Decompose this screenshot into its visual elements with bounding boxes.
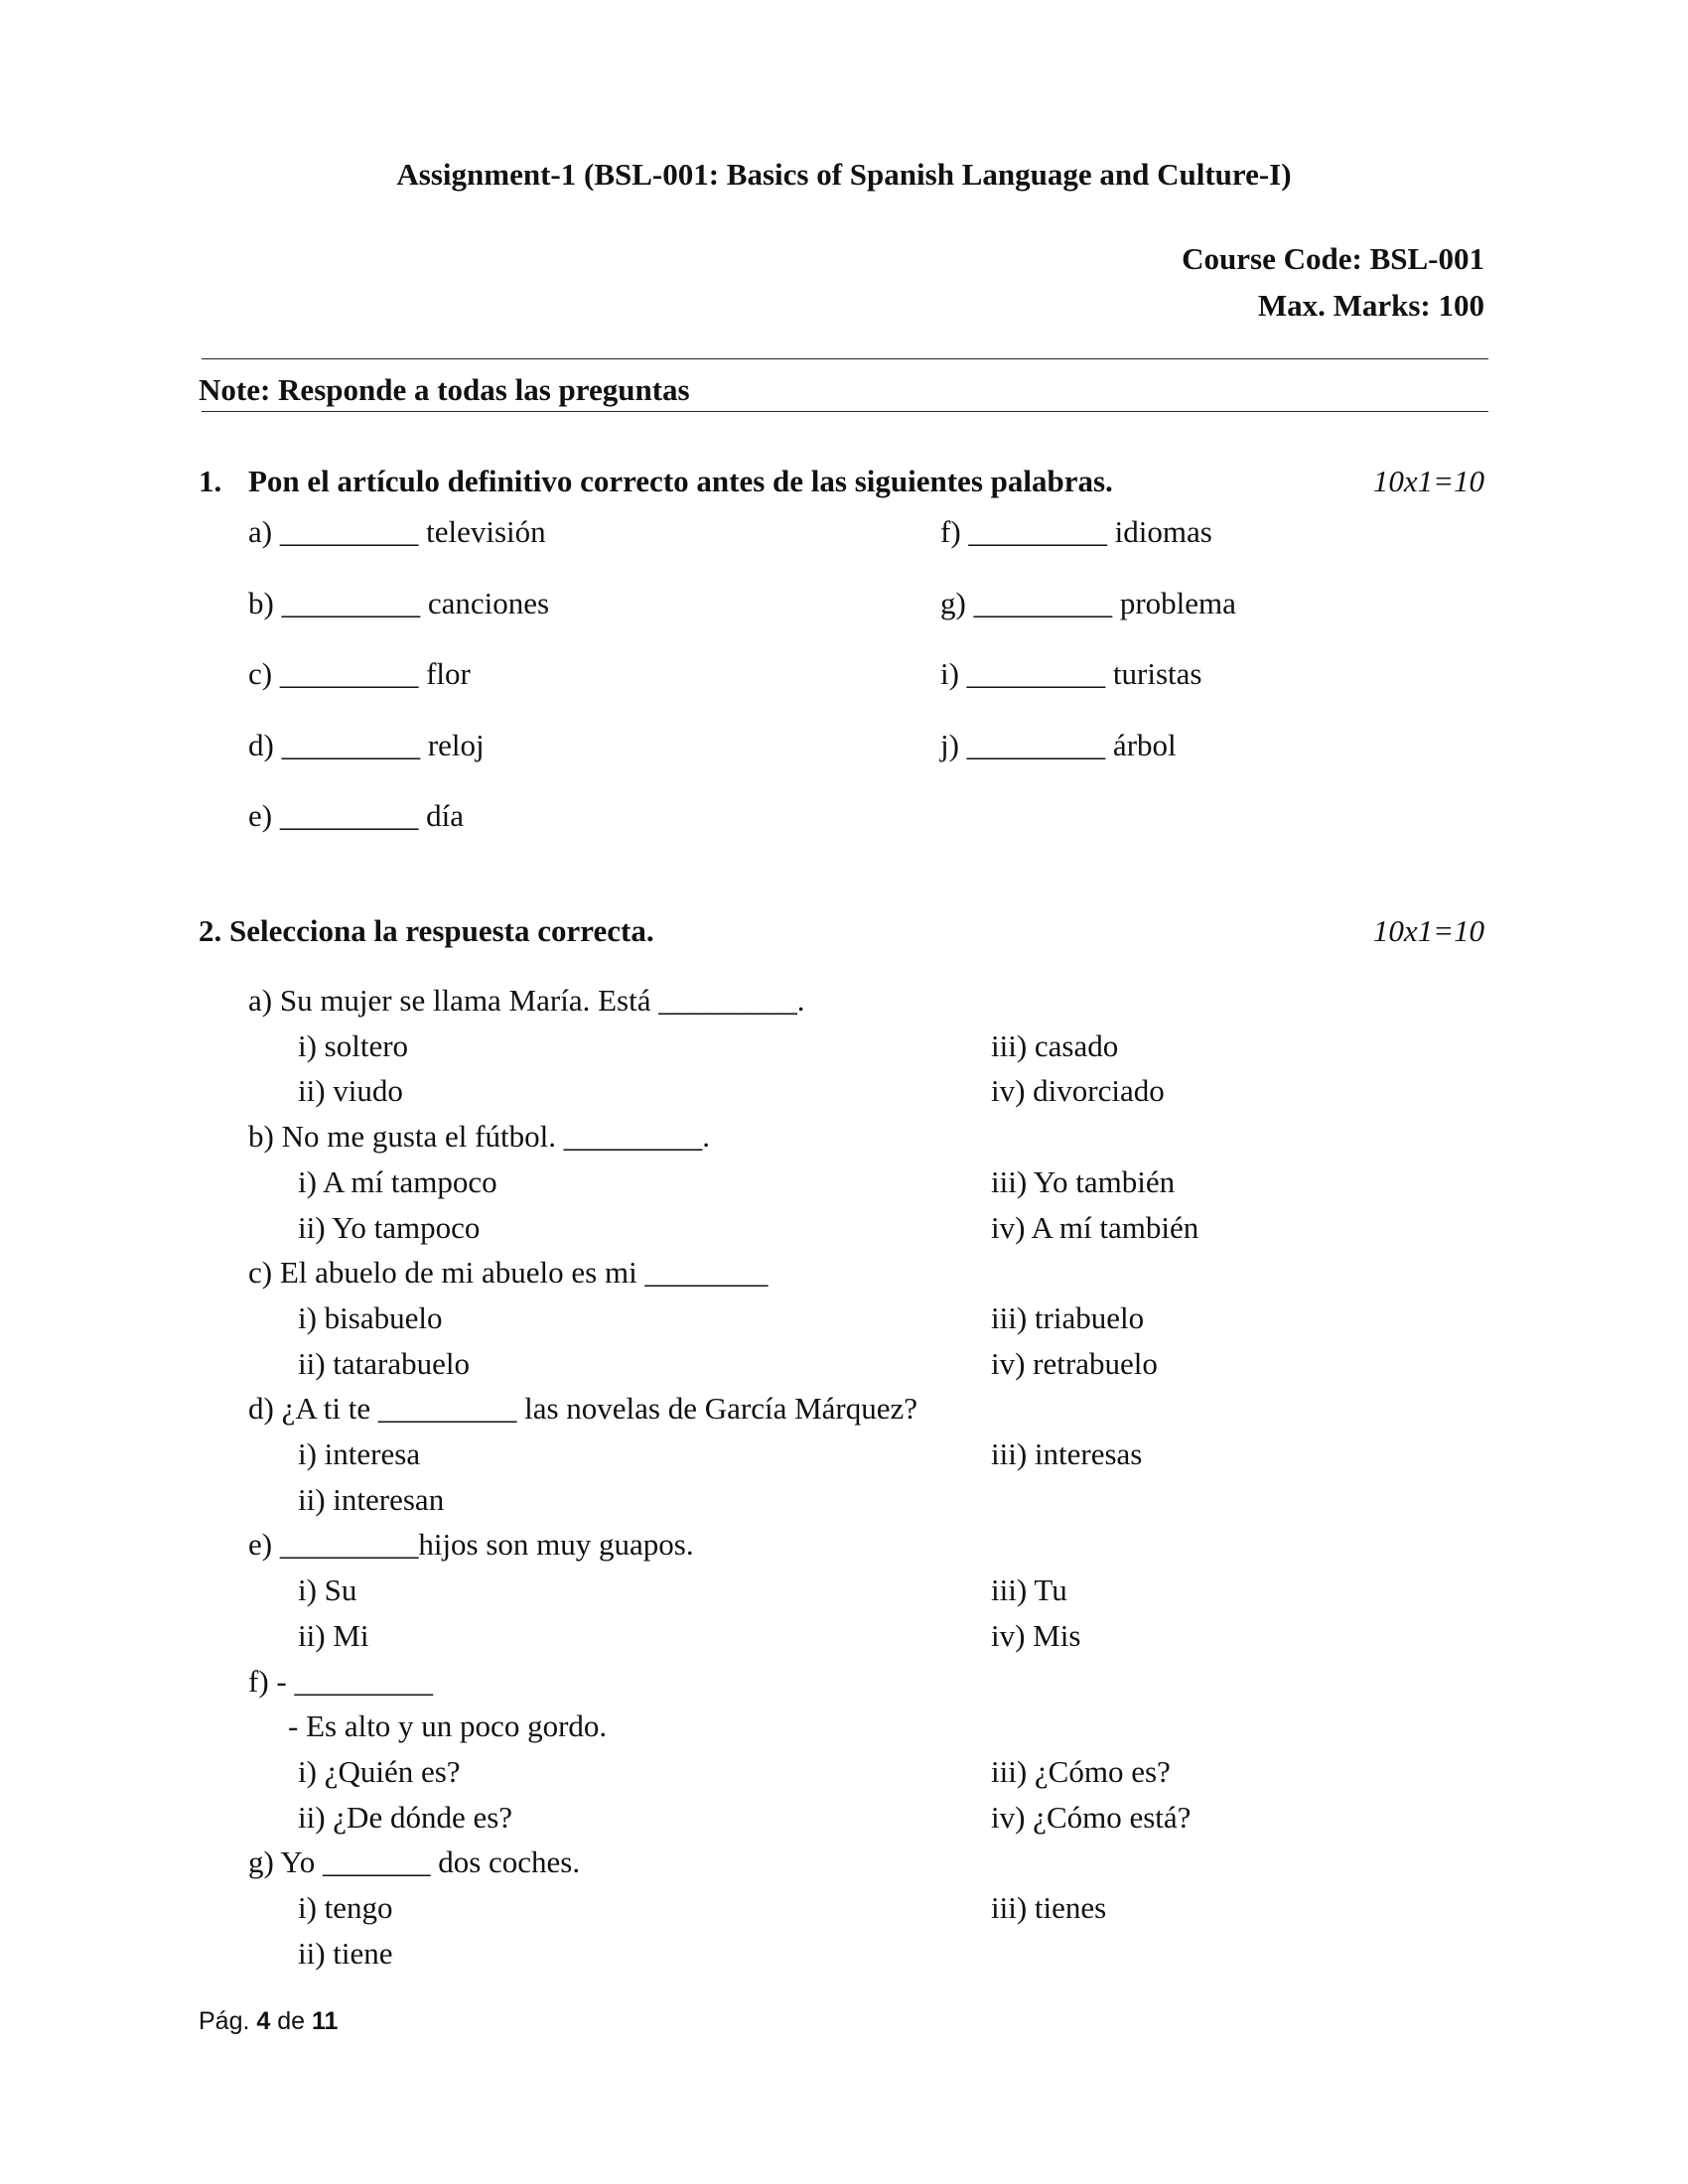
q2-option: - Es alto y un poco gordo. xyxy=(288,1708,608,1744)
q2-option: iv) divorciado xyxy=(991,1073,1165,1109)
q2-text: 2. Selecciona la respuesta correcta. xyxy=(199,913,654,948)
q2-option: i) ¿Quién es? xyxy=(298,1753,461,1789)
q2-option: iii) interesas xyxy=(991,1436,1143,1471)
q2-option: i) interesa xyxy=(298,1436,421,1471)
q1-item-right: g) _________ problema xyxy=(940,585,1236,620)
q2-question: b) No me gusta el fútbol. _________. xyxy=(248,1119,710,1155)
note-rule xyxy=(202,411,1488,412)
q2-question: c) El abuelo de mi abuelo es mi ________ xyxy=(248,1255,769,1291)
q2-option: ii) tiene xyxy=(298,1935,393,1971)
q1-item-left: d) _________ reloj xyxy=(248,727,485,762)
q2-option: ii) ¿De dónde es? xyxy=(298,1799,513,1835)
footer-total: 11 xyxy=(311,2007,339,2035)
page-footer xyxy=(199,2007,338,2036)
q2-question: d) ¿A ti te _________ las novelas de García Márquez? xyxy=(248,1391,918,1427)
q2-option: i) Su xyxy=(298,1572,357,1608)
q2-option: iv) ¿Cómo está? xyxy=(991,1799,1192,1835)
q2-option: iii) triabuelo xyxy=(991,1299,1145,1335)
q1-item-right: i) _________ turistas xyxy=(940,656,1202,691)
q2-question: g) Yo _______ dos coches. xyxy=(248,1844,581,1880)
q2-option: i) A mí tampoco xyxy=(298,1163,497,1199)
note-text: Note: Responde a todas las preguntas xyxy=(199,372,690,407)
q1-item-left: b) _________ canciones xyxy=(248,585,550,620)
q2-question: a) Su mujer se llama María. Está _________. xyxy=(248,983,805,1018)
q2-option: i) soltero xyxy=(298,1027,409,1063)
course-code: Course Code: BSL-001 xyxy=(1182,241,1484,276)
q1-number: 1. xyxy=(199,464,222,498)
q1-item-right: f) _________ idiomas xyxy=(940,514,1212,549)
q2-question: f) - _________ xyxy=(248,1663,433,1699)
q1-marks: 10x1=10 xyxy=(1372,464,1484,498)
q2-option: iii) Tu xyxy=(991,1572,1067,1608)
q2-option: i) tengo xyxy=(298,1890,393,1925)
q2-option: iii) ¿Cómo es? xyxy=(991,1753,1171,1789)
q2-option: iv) retrabuelo xyxy=(991,1345,1158,1381)
q2-option: iv) A mí también xyxy=(991,1209,1199,1245)
q2-option: ii) Yo tampoco xyxy=(298,1209,481,1245)
top-rule xyxy=(202,358,1488,359)
q2-question: e) _________hijos son muy guapos. xyxy=(248,1527,694,1563)
footer-page: 4 xyxy=(256,2007,271,2035)
footer-prefix: Pág. xyxy=(199,2007,257,2035)
q1-text: Pon el artículo definitivo correcto antes de las siguientes palabras. xyxy=(248,464,1113,498)
q1-item-right: j) _________ árbol xyxy=(940,727,1177,762)
q2-option: ii) interesan xyxy=(298,1481,445,1517)
q2-option: i) bisabuelo xyxy=(298,1299,443,1335)
q1-item-left: e) _________ día xyxy=(248,798,464,833)
q2-option: iii) Yo también xyxy=(991,1163,1176,1199)
q2-option: ii) tatarabuelo xyxy=(298,1345,470,1381)
max-marks: Max. Marks: 100 xyxy=(1257,288,1484,323)
q1-item-left: c) _________ flor xyxy=(248,656,471,691)
q2-option: iv) Mis xyxy=(991,1617,1081,1653)
q1-item-left: a) _________ televisión xyxy=(248,514,546,549)
q2-marks: 10x1=10 xyxy=(1372,913,1484,948)
footer-mid: de xyxy=(270,2007,312,2035)
q2-option: iii) casado xyxy=(991,1027,1119,1063)
document-title: Assignment-1 (BSL-001: Basics of Spanish Language and Culture-I) xyxy=(396,157,1292,192)
q2-option: ii) viudo xyxy=(298,1073,403,1109)
q2-option: ii) Mi xyxy=(298,1617,369,1653)
q2-option: iii) tienes xyxy=(991,1890,1107,1925)
